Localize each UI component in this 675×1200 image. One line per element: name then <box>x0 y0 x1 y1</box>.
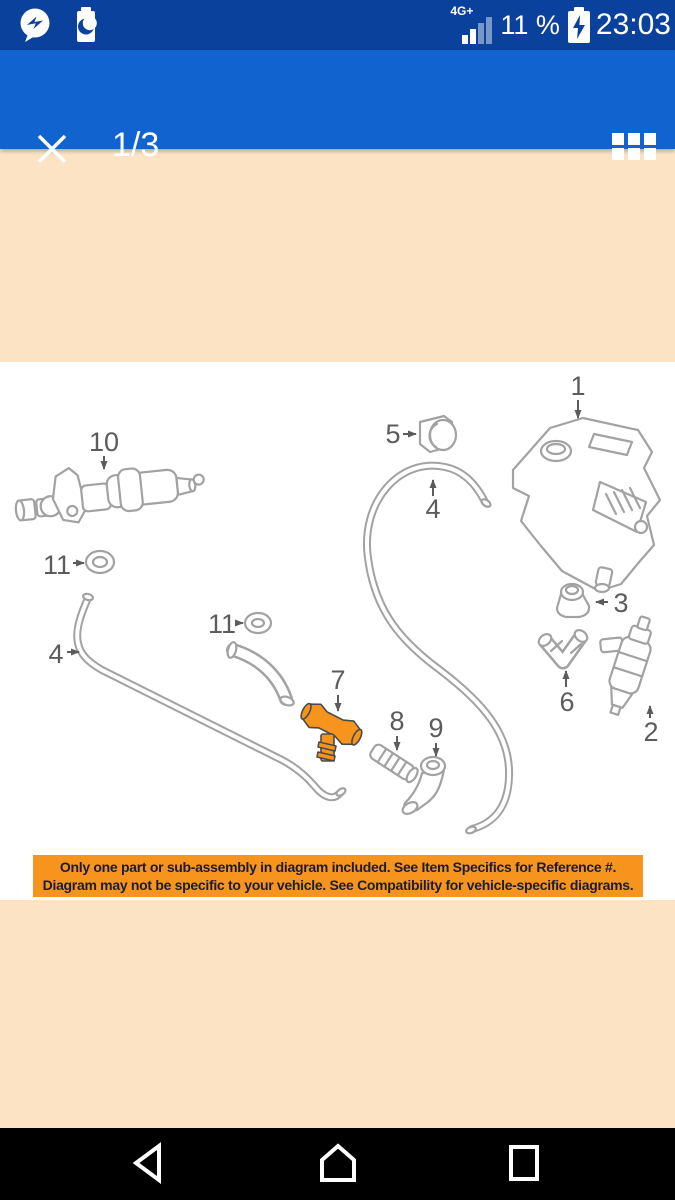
battery-percent: 11 % <box>500 9 560 40</box>
grid-view-icon[interactable] <box>612 133 658 161</box>
callout-7: 7 <box>330 665 346 695</box>
parts-diagram-image[interactable] <box>0 362 675 900</box>
messenger-icon <box>18 6 54 44</box>
callout-9: 9 <box>428 713 444 743</box>
parts-diagram <box>0 362 675 900</box>
signal-bars-icon <box>462 14 494 44</box>
signal-indicator <box>444 4 494 46</box>
network-type-label: 4G+ <box>450 4 474 18</box>
status-bar <box>0 0 675 50</box>
part-6-elbow-hose <box>536 628 589 662</box>
callout-11b: 11 <box>207 609 237 639</box>
battery-charging-icon <box>566 6 592 44</box>
part-7-tee-highlighted <box>297 698 366 761</box>
molded-hose <box>226 641 295 707</box>
part-2-washer-pump <box>580 606 660 718</box>
part-10-washer-cylinder <box>12 454 207 529</box>
android-nav-bar <box>0 1128 675 1200</box>
part-11-grommet-mid <box>245 613 271 633</box>
callout-3: 3 <box>613 588 629 618</box>
part-1-reservoir <box>513 418 660 592</box>
callout-4a: 4 <box>425 494 441 524</box>
image-viewer-header <box>0 50 675 164</box>
callout-11a: 11 <box>42 550 72 580</box>
page-indicator: 1/3 <box>112 126 160 164</box>
part-8-connector <box>368 743 419 784</box>
part-3-grommet <box>557 584 589 617</box>
status-right <box>444 0 671 50</box>
stamina-battery-icon <box>74 7 98 43</box>
callout-10: 10 <box>88 427 120 457</box>
callout-4b: 4 <box>48 639 64 669</box>
callout-5: 5 <box>385 419 401 449</box>
back-icon[interactable] <box>131 1142 165 1184</box>
callout-8: 8 <box>389 706 405 736</box>
notice-line-2: Diagram may not be specific to your vehicle. See Compatibility for vehicle-specific diagrams. <box>42 877 634 893</box>
image-letterbox <box>0 149 675 1128</box>
callout-1: 1 <box>570 371 586 401</box>
part-5-clip <box>420 416 456 452</box>
part-11-grommet-left <box>86 551 114 573</box>
notice-line-1: Only one part or sub-assembly in diagram included. See Item Specifics for Reference #. <box>59 859 617 875</box>
status-left-icons <box>0 0 98 50</box>
home-icon[interactable] <box>318 1142 358 1184</box>
close-icon[interactable] <box>36 133 68 165</box>
recents-icon[interactable] <box>507 1142 543 1184</box>
callout-6: 6 <box>559 687 575 717</box>
callout-2: 2 <box>643 717 659 747</box>
clock: 23:03 <box>595 8 671 41</box>
diagram-notice-banner <box>33 855 643 897</box>
